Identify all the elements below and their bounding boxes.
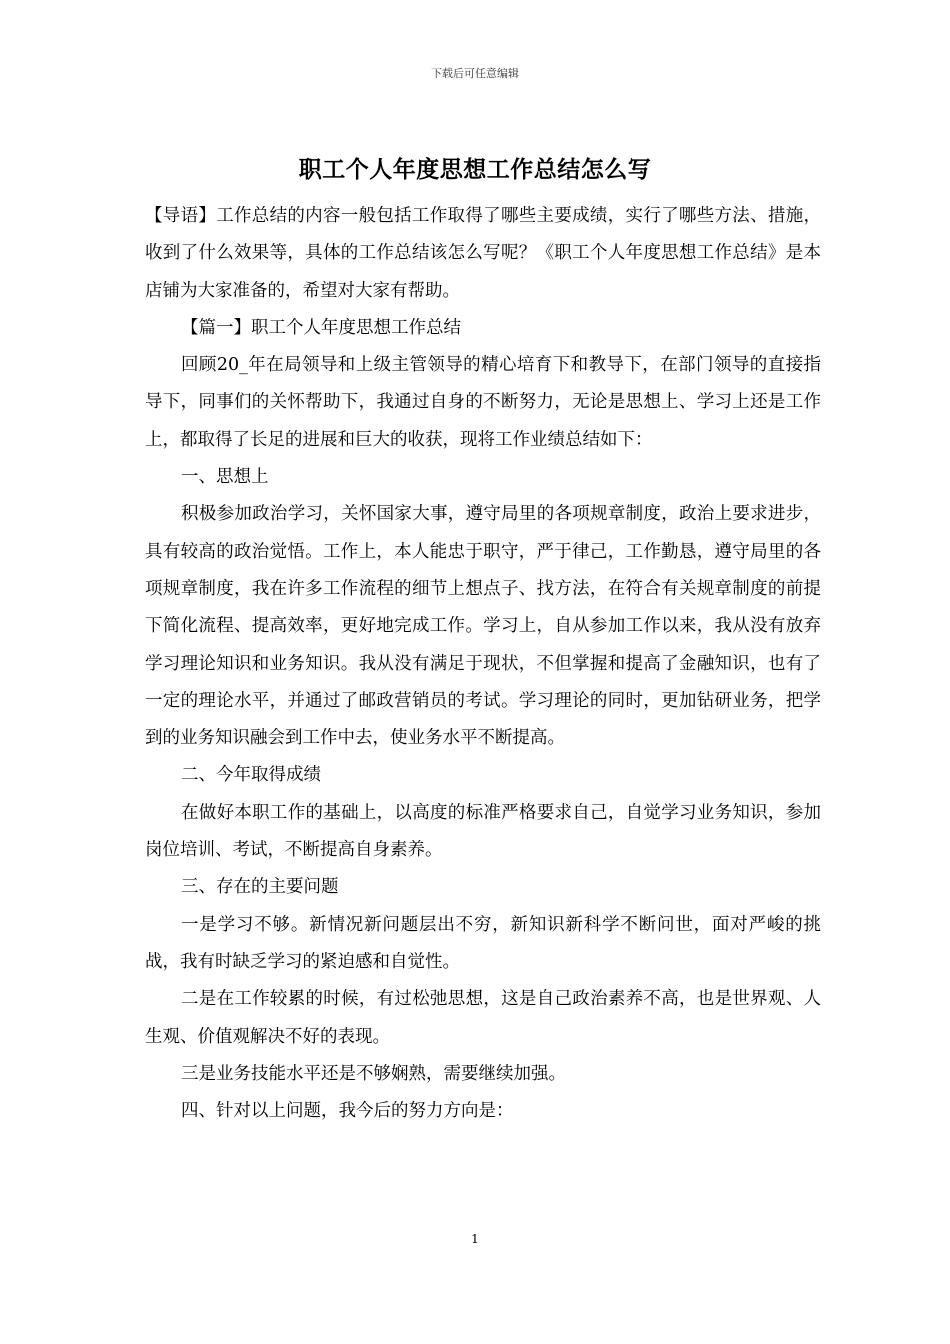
paragraph-intro: 【导语】工作总结的内容一般包括工作取得了哪些主要成绩，实行了哪些方法、措施，收到了什么效果等，具体的工作总结该怎么写呢？《职工个人年度思想工作总结》是本店铺为大家准备的，希望对大家有帮助。: [145, 206, 821, 301]
section-heading-problems: 三、存在的主要问题: [181, 877, 339, 898]
paragraph-review: 回顾20_年在局领导和上级主管领导的精心培育下和教导下，在部门领导的直接指导下，同事们的关怀帮助下，我通过自身的不断努力，无论是思想上、学习上还是工作上，都取得了长足的进展和巨大的收获，现将工作业绩总结如下：: [145, 355, 821, 450]
paragraph-thought: 积极参加政治学习，关怀国家大事，遵守局里的各项规章制度，政治上要求进步，具有较高的政治觉悟。工作上，本人能忠于职守，严于律己，工作勤恳，遵守局里的各项规章制度，我在许多工作流程的细节上想点子、找方法，在符合有关规章制度的前提下简化流程、提高效率，更好地完成工作。学习上，自从参加工作以来，我从没有放弃学习理论知识和业务知识。我从没有满足于现状，不但掌握和提高了金融知识，也有了一定的理论水平，并通过了邮政营销员的考试。学习理论的同时，更加钻研业务，把学到的业务知识融会到工作中去，使业务水平不断提高。: [145, 504, 821, 749]
section-heading-achievements: 二、今年取得成绩: [181, 765, 321, 786]
paragraph-problem-two: 二是在工作较累的时候，有过松弛思想，这是自己政治素养不高，也是世界观、人生观、价值观解决不好的表现。: [145, 989, 821, 1047]
paragraph-problem-one: 一是学习不够。新情况新问题层出不穷，新知识新科学不断问世，面对严峻的挑战，我有时缺乏学习的紧迫感和自觉性。: [145, 914, 821, 972]
section-heading-thought: 一、思想上: [181, 467, 269, 488]
section-heading-direction: 四、针对以上问题，我今后的努力方向是：: [181, 1101, 514, 1122]
section-heading-part-one: 【篇一】职工个人年度思想工作总结: [181, 317, 461, 338]
document-title: 职工个人年度思想工作总结怎么写: [298, 156, 652, 183]
document-body: [145, 198, 821, 1130]
page-number: 1: [471, 1232, 479, 1246]
paragraph-achievements: 在做好本职工作的基础上，以高度的标准严格要求自己，自觉学习业务知识，参加岗位培训、考试，不断提高自身素养。: [145, 802, 821, 861]
paragraph-problem-three: 三是业务技能水平还是不够娴熟，需要继续加强。: [181, 1063, 566, 1084]
header-note: 下载后可任意编辑: [431, 67, 519, 80]
